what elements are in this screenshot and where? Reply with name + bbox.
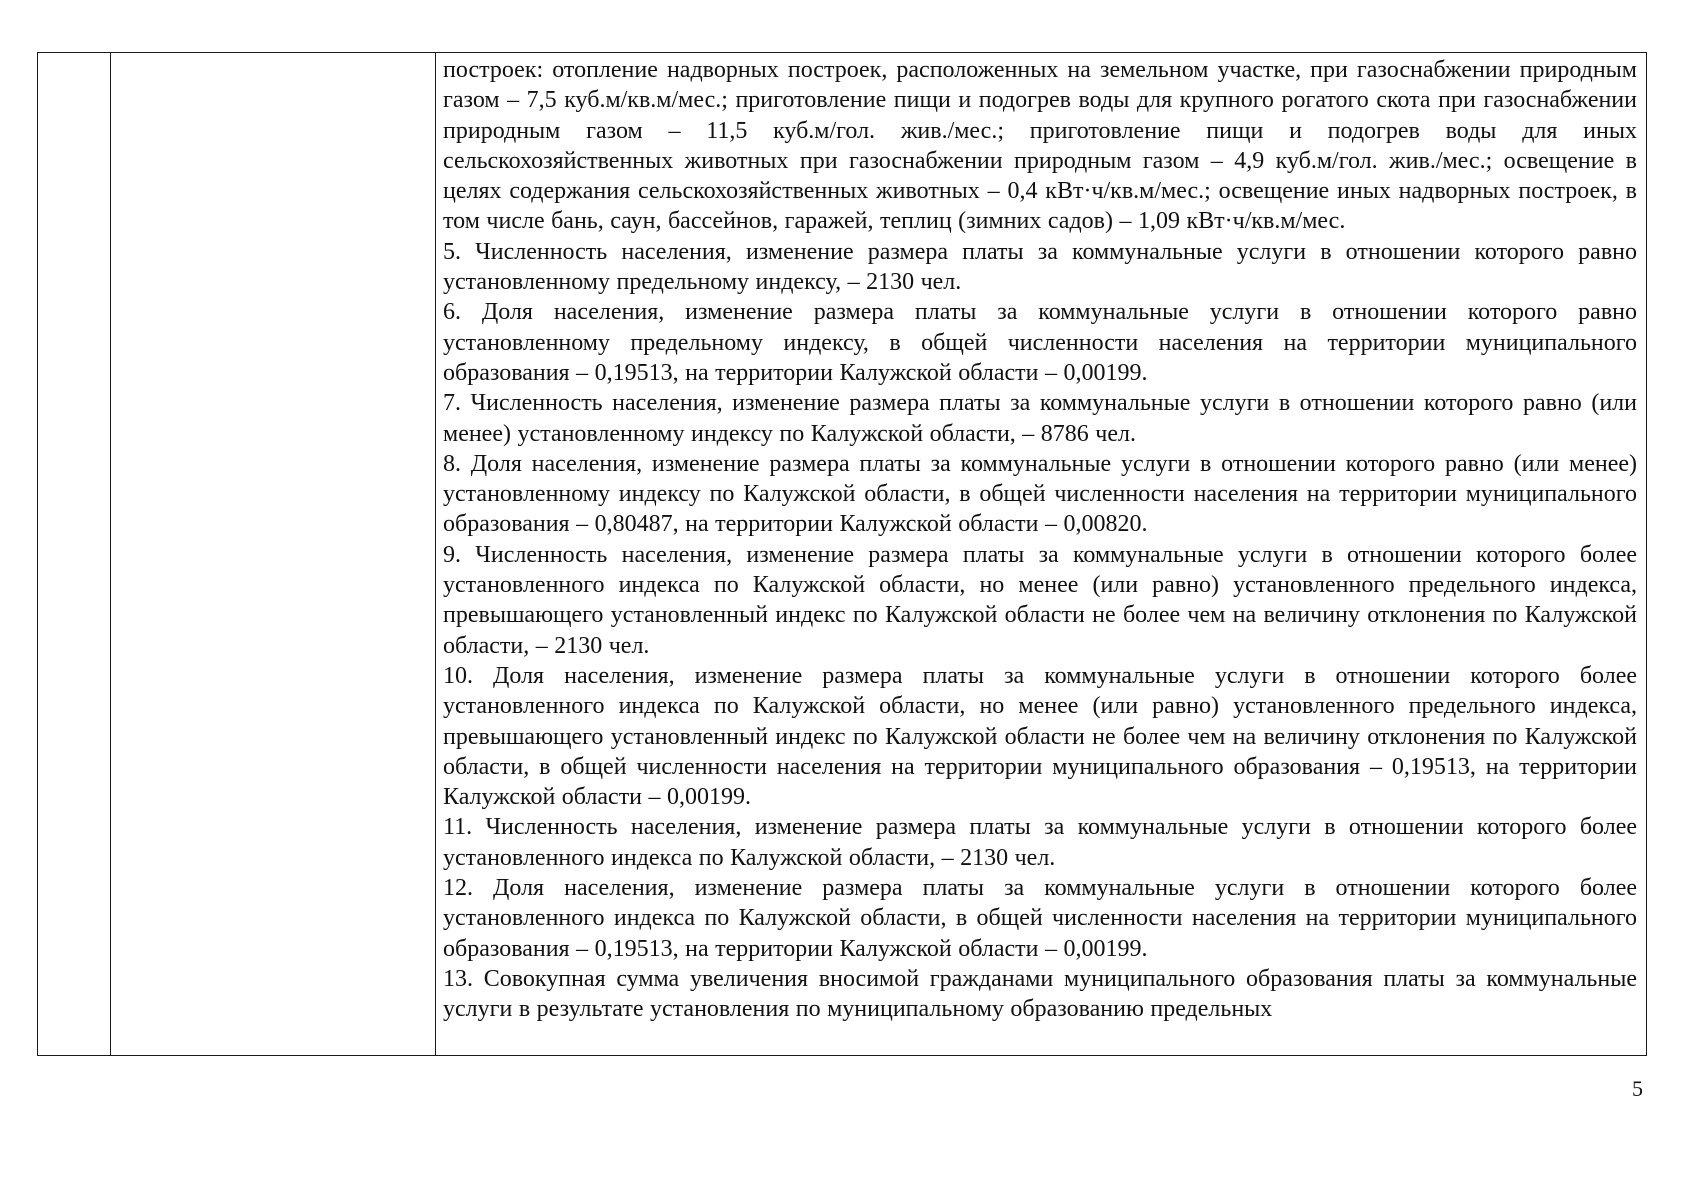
table-column-number xyxy=(38,53,111,1055)
table-paragraph: 6. Доля населения, изменение размера платы за коммунальные услуги в отношении которого равно установленному предельному индексу, в общей численности населения на территории муниципального образования – 0,19513, на территории Калужской области – 0,00199. xyxy=(443,299,1637,386)
table-paragraph: построек: отопление надворных построек, расположенных на земельном участке, при газоснабжении природным газом – 7,5 куб.м/кв.м/мес.; приготовление пищи и подогрев воды для крупного рогатого скота при газоснабжении природным газом – 11,5 куб.м/гол. жив./мес.; приготовление пищи и подогрев воды для иных сельскохозяйственных животных при газоснабжении природным газом – 4,9 куб.м/гол. жив./мес.; освещение в целях содержания сельскохозяйственных животных – 0,4 кВт·ч/кв.м/мес.; освещение иных надворных построек, в том числе бань, саун, бассейнов, гаражей, теплиц (зимних садов) – 1,09 кВт·ч/кв.м/мес. xyxy=(443,57,1637,235)
table-column-name xyxy=(111,53,436,1055)
page-number: 5 xyxy=(1632,1076,1643,1101)
table-paragraph: 5. Численность населения, изменение размера платы за коммунальные услуги в отношении которого равно установленному предельному индексу, – 2130 чел. xyxy=(443,238,1637,296)
table-paragraph: 11. Численность населения, изменение размера платы за коммунальные услуги в отношении которого более установленного индекса по Калужской области, – 2130 чел. xyxy=(443,814,1637,871)
table-column-content xyxy=(436,53,1646,1055)
document-table xyxy=(37,52,1647,1056)
table-paragraph: 10. Доля населения, изменение размера платы за коммунальные услуги в отношении которого более установленного индекса по Калужской области, но менее (или равно) установленного предельного индекса, превышающего установленный индекс по Калужской области не более чем на величину отклонения по Калужской области, в общей численности населения на территории муниципального образования – 0,19513, на территории Калужской области – 0,00199. xyxy=(443,662,1637,811)
table-paragraph: 13. Совокупная сумма увеличения вносимой гражданами муниципального образования платы за коммунальные услуги в результате установления по муниципальному образованию предельных xyxy=(443,965,1637,1023)
table-paragraph: 9. Численность населения, изменение размера платы за коммунальные услуги в отношении которого более установленного индекса по Калужской области, но менее (или равно) установленного предельного индекса, превышающего установленный индекс по Калужской области не более чем на величину отклонения по Калужской области, – 2130 чел. xyxy=(443,541,1637,659)
table-paragraph: 12. Доля населения, изменение размера платы за коммунальные услуги в отношении которого более установленного индекса по Калужской области, в общей численности населения на территории муниципального образования – 0,19513, на территории Калужской области – 0,00199. xyxy=(443,875,1637,962)
table-paragraph: 8. Доля населения, изменение размера платы за коммунальные услуги в отношении которого равно (или менее) установленному индексу по Калужской области, в общей численности населения на территории муниципального образования – 0,80487, на территории Калужской области – 0,00820. xyxy=(443,450,1637,538)
table-paragraph: 7. Численность населения, изменение размера платы за коммунальные услуги в отношении которого равно (или менее) установленному индексу по Калужской области, – 8786 чел. xyxy=(443,390,1637,447)
